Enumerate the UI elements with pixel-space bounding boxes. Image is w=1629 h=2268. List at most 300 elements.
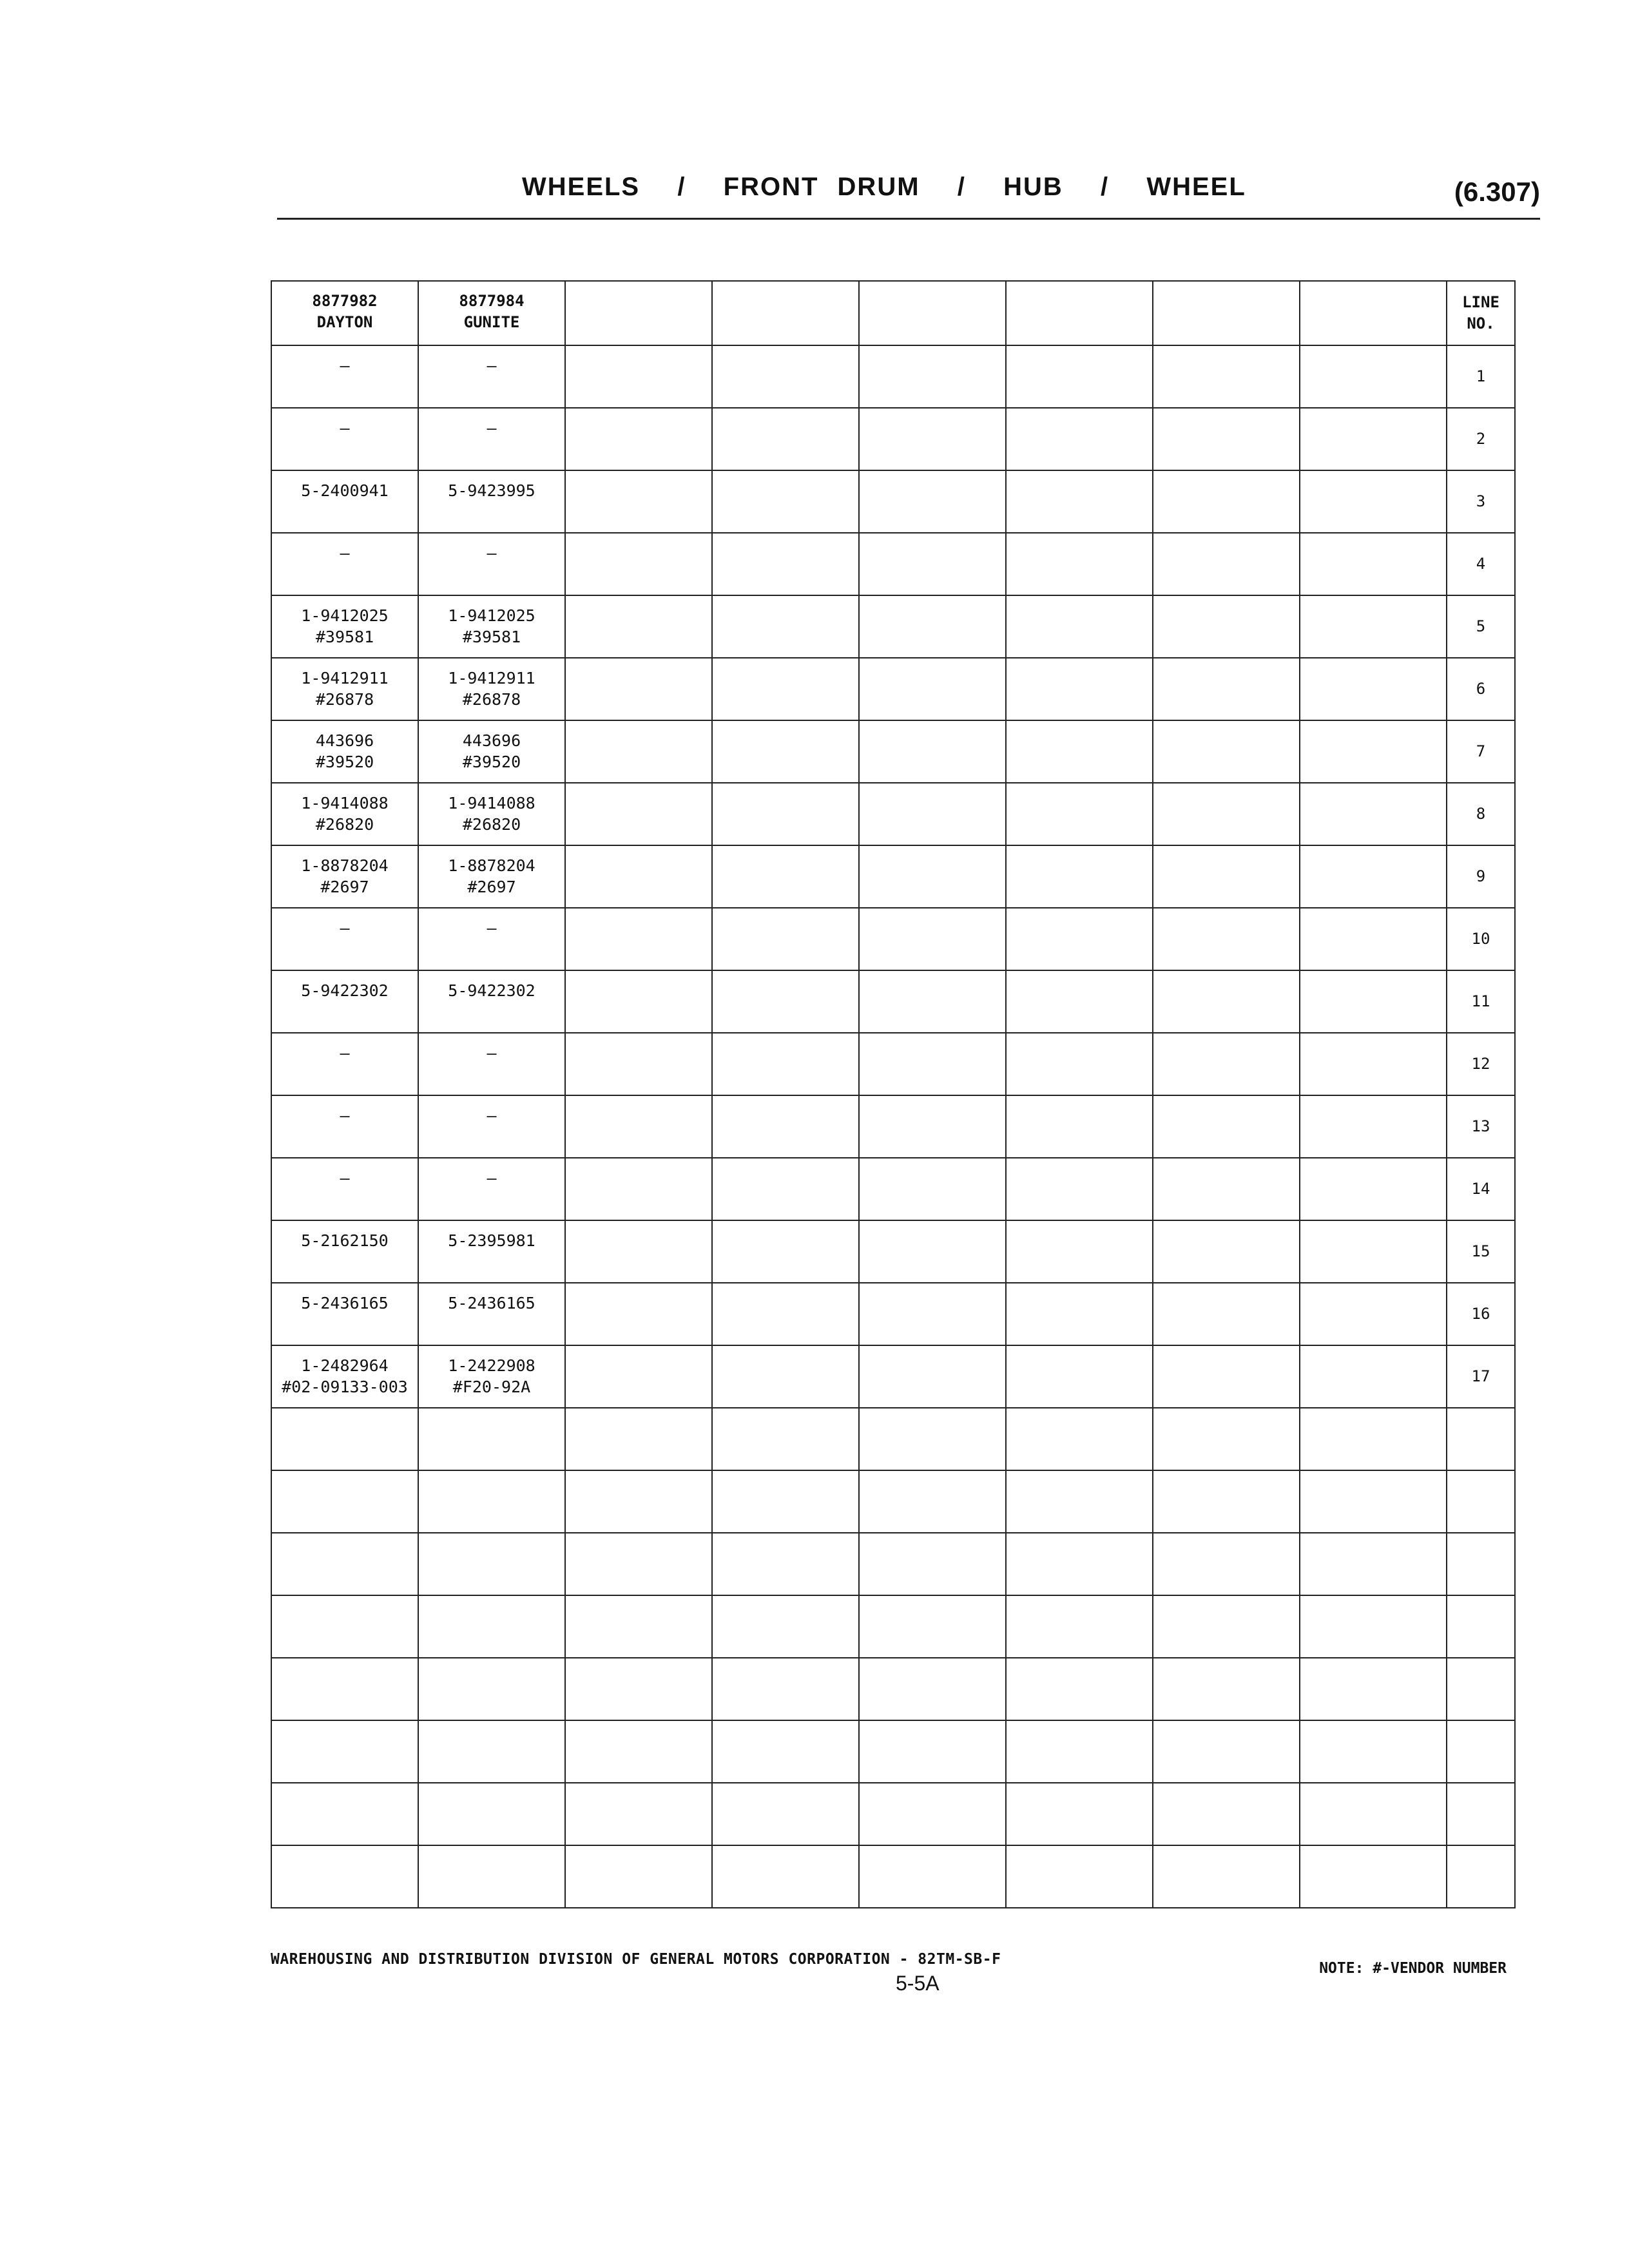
table-cell bbox=[712, 845, 859, 908]
table-row bbox=[271, 1783, 1515, 1845]
table-cell bbox=[565, 1158, 712, 1220]
table-cell bbox=[418, 658, 565, 720]
table-cell bbox=[1153, 783, 1300, 845]
header-cell-text: LINE NO. bbox=[1462, 293, 1499, 332]
table-cell bbox=[271, 1658, 418, 1720]
table-cell bbox=[1153, 1283, 1300, 1345]
table-cell bbox=[1300, 783, 1447, 845]
table-cell bbox=[1153, 1095, 1300, 1158]
table-cell bbox=[859, 1158, 1006, 1220]
header-cell bbox=[859, 281, 1006, 345]
table-cell bbox=[271, 1533, 418, 1595]
line-number: 8 bbox=[1476, 805, 1486, 823]
table-cell bbox=[1006, 595, 1153, 658]
table-cell bbox=[418, 1408, 565, 1470]
table-cell bbox=[271, 470, 418, 533]
table-header-row bbox=[271, 281, 1515, 345]
table-cell bbox=[1006, 533, 1153, 595]
part-number: — bbox=[340, 1169, 350, 1187]
table-cell bbox=[712, 1408, 859, 1470]
table-cell bbox=[565, 533, 712, 595]
table-cell bbox=[565, 783, 712, 845]
table-cell bbox=[271, 1783, 418, 1845]
table-cell bbox=[859, 1658, 1006, 1720]
table-cell bbox=[1006, 1033, 1153, 1095]
table-cell bbox=[1153, 1845, 1300, 1908]
table-cell bbox=[1300, 1283, 1447, 1345]
table-cell bbox=[712, 1845, 859, 1908]
table-cell bbox=[271, 720, 418, 783]
table-cell bbox=[1300, 1095, 1447, 1158]
table-cell bbox=[859, 1220, 1006, 1283]
table-cell bbox=[271, 1345, 418, 1408]
table-cell bbox=[1006, 1533, 1153, 1595]
page-number: 5-5A bbox=[896, 1972, 940, 1995]
table-cell bbox=[712, 345, 859, 408]
page-title: WHEELS / FRONT DRUM / HUB / WHEEL bbox=[522, 173, 1246, 201]
table-cell bbox=[859, 658, 1006, 720]
table-cell bbox=[1300, 408, 1447, 470]
table-cell bbox=[1006, 470, 1153, 533]
header-cell bbox=[1300, 281, 1447, 345]
table-row bbox=[271, 845, 1515, 908]
table-cell bbox=[418, 908, 565, 970]
table-cell bbox=[859, 908, 1006, 970]
table-cell bbox=[418, 1033, 565, 1095]
table-cell bbox=[565, 720, 712, 783]
table-cell bbox=[1006, 1658, 1153, 1720]
line-number: 11 bbox=[1471, 992, 1490, 1010]
part-number: — bbox=[340, 544, 350, 562]
line-number-cell bbox=[1447, 1283, 1515, 1345]
table-cell bbox=[418, 470, 565, 533]
table-cell bbox=[418, 1595, 565, 1658]
line-number: 5 bbox=[1476, 617, 1486, 635]
table-cell bbox=[712, 1595, 859, 1658]
table-cell bbox=[859, 1033, 1006, 1095]
table-cell bbox=[1300, 1033, 1447, 1095]
line-number-cell bbox=[1447, 1033, 1515, 1095]
part-number: 5-9422302 bbox=[448, 981, 535, 1000]
table-cell bbox=[712, 1158, 859, 1220]
line-number-cell bbox=[1447, 970, 1515, 1033]
part-number bbox=[419, 1408, 564, 1418]
part-number: 5-2400941 bbox=[301, 481, 389, 500]
table-cell bbox=[1006, 1095, 1153, 1158]
table-cell bbox=[565, 1095, 712, 1158]
table-cell bbox=[418, 1533, 565, 1595]
table-cell bbox=[271, 595, 418, 658]
table-cell bbox=[1153, 1720, 1300, 1783]
table-cell bbox=[565, 345, 712, 408]
table-cell bbox=[1153, 970, 1300, 1033]
table-cell bbox=[712, 970, 859, 1033]
table-row bbox=[271, 1720, 1515, 1783]
table-row bbox=[271, 908, 1515, 970]
table-cell bbox=[418, 970, 565, 1033]
table-row bbox=[271, 1470, 1515, 1533]
table-cell bbox=[418, 1658, 565, 1720]
table-cell bbox=[565, 1533, 712, 1595]
table-cell bbox=[712, 658, 859, 720]
part-number: 5-2395981 bbox=[448, 1231, 535, 1250]
line-number-cell bbox=[1447, 1533, 1515, 1595]
table-cell bbox=[1006, 720, 1153, 783]
table-cell bbox=[271, 1158, 418, 1220]
table-cell bbox=[418, 845, 565, 908]
line-number: 13 bbox=[1471, 1117, 1490, 1135]
table-row bbox=[271, 783, 1515, 845]
table-cell bbox=[859, 1470, 1006, 1533]
part-number: 1-9412911 #26878 bbox=[301, 669, 389, 709]
table-cell bbox=[712, 1470, 859, 1533]
line-number-cell bbox=[1447, 1470, 1515, 1533]
header-cell-text: 8877984 GUNITE bbox=[459, 292, 525, 331]
header-rule bbox=[277, 218, 1540, 220]
table-cell bbox=[418, 720, 565, 783]
table-cell bbox=[1300, 595, 1447, 658]
table-cell bbox=[712, 783, 859, 845]
table-cell bbox=[271, 1720, 418, 1783]
part-number bbox=[419, 1471, 564, 1480]
footer-note: NOTE: #-VENDOR NUMBER bbox=[1319, 1960, 1507, 1977]
line-number-cell bbox=[1447, 345, 1515, 408]
line-number-cell bbox=[1447, 595, 1515, 658]
table-cell bbox=[859, 1845, 1006, 1908]
line-number-cell bbox=[1447, 533, 1515, 595]
header-cell-text bbox=[860, 282, 1005, 291]
part-number bbox=[272, 1596, 418, 1605]
table-cell bbox=[271, 1408, 418, 1470]
part-number bbox=[419, 1721, 564, 1730]
line-number-cell bbox=[1447, 1720, 1515, 1783]
part-number: 1-9414088 #26820 bbox=[448, 794, 535, 834]
header-cell bbox=[271, 281, 418, 345]
table-cell bbox=[712, 1095, 859, 1158]
table-cell bbox=[712, 1658, 859, 1720]
line-number-cell bbox=[1447, 1408, 1515, 1470]
header-line-no bbox=[1447, 281, 1515, 345]
line-number-cell bbox=[1447, 1220, 1515, 1283]
table-cell bbox=[1006, 1345, 1153, 1408]
table-cell bbox=[859, 1720, 1006, 1783]
table-cell bbox=[712, 908, 859, 970]
part-number: 1-8878204 #2697 bbox=[301, 856, 389, 896]
table-cell bbox=[271, 1033, 418, 1095]
line-number-cell bbox=[1447, 1095, 1515, 1158]
table-row bbox=[271, 1408, 1515, 1470]
table-cell bbox=[1006, 1720, 1153, 1783]
table-cell bbox=[1300, 470, 1447, 533]
header-cell-text bbox=[1153, 282, 1299, 291]
table-cell bbox=[1300, 1845, 1447, 1908]
table-cell bbox=[271, 1220, 418, 1283]
table-cell bbox=[859, 595, 1006, 658]
table-cell bbox=[565, 1845, 712, 1908]
table-cell bbox=[1153, 1158, 1300, 1220]
part-number bbox=[272, 1783, 418, 1792]
header-cell bbox=[1153, 281, 1300, 345]
table-row bbox=[271, 1220, 1515, 1283]
part-number bbox=[272, 1533, 418, 1542]
header-cell-text bbox=[1300, 282, 1446, 291]
line-number: 6 bbox=[1476, 680, 1486, 698]
part-number: — bbox=[340, 1106, 350, 1125]
table-cell bbox=[1300, 1595, 1447, 1658]
part-number: — bbox=[487, 544, 497, 562]
part-number: — bbox=[340, 356, 350, 375]
table-cell bbox=[1153, 408, 1300, 470]
line-number-cell bbox=[1447, 1783, 1515, 1845]
table-cell bbox=[859, 1533, 1006, 1595]
table-cell bbox=[1006, 1845, 1153, 1908]
line-number-cell bbox=[1447, 720, 1515, 783]
table-cell bbox=[1153, 1595, 1300, 1658]
table-cell bbox=[1006, 658, 1153, 720]
table-cell bbox=[418, 1720, 565, 1783]
part-number: 1-9412025 #39581 bbox=[448, 606, 535, 646]
table-cell bbox=[712, 1345, 859, 1408]
line-number-cell bbox=[1447, 1345, 1515, 1408]
header-cell bbox=[418, 281, 565, 345]
line-number-cell bbox=[1447, 408, 1515, 470]
line-number-cell bbox=[1447, 1658, 1515, 1720]
table-row bbox=[271, 720, 1515, 783]
table-cell bbox=[1300, 970, 1447, 1033]
part-number: — bbox=[340, 1044, 350, 1062]
header-cell bbox=[565, 281, 712, 345]
table-cell bbox=[712, 1720, 859, 1783]
table-cell bbox=[418, 408, 565, 470]
table-cell bbox=[1006, 1595, 1153, 1658]
part-number bbox=[419, 1596, 564, 1605]
table-cell bbox=[859, 1095, 1006, 1158]
part-number: — bbox=[487, 1169, 497, 1187]
table-cell bbox=[1300, 1470, 1447, 1533]
line-number: 17 bbox=[1471, 1367, 1490, 1385]
table-cell bbox=[1300, 533, 1447, 595]
part-number bbox=[419, 1533, 564, 1542]
table-cell bbox=[565, 908, 712, 970]
table-cell bbox=[1153, 1658, 1300, 1720]
table-cell bbox=[271, 783, 418, 845]
part-number: 1-9414088 #26820 bbox=[301, 794, 389, 834]
line-number-cell bbox=[1447, 1158, 1515, 1220]
table-cell bbox=[1006, 345, 1153, 408]
table-cell bbox=[565, 1283, 712, 1345]
table-cell bbox=[712, 720, 859, 783]
table-cell bbox=[271, 1595, 418, 1658]
table-cell bbox=[1006, 970, 1153, 1033]
table-cell bbox=[712, 1220, 859, 1283]
table-cell bbox=[712, 595, 859, 658]
table-cell bbox=[1300, 658, 1447, 720]
part-number: 1-2482964 #02-09133-003 bbox=[282, 1356, 408, 1396]
table-cell bbox=[565, 658, 712, 720]
line-number-cell bbox=[1447, 658, 1515, 720]
table-cell bbox=[1300, 720, 1447, 783]
table-cell bbox=[418, 1220, 565, 1283]
part-number: 5-9422302 bbox=[301, 981, 389, 1000]
table-cell bbox=[565, 1408, 712, 1470]
header-cell-text: 8877982 DAYTON bbox=[312, 292, 378, 331]
table-cell bbox=[1153, 1783, 1300, 1845]
table-cell bbox=[1153, 533, 1300, 595]
part-number: — bbox=[487, 1106, 497, 1125]
part-number: — bbox=[340, 919, 350, 937]
table-cell bbox=[565, 1345, 712, 1408]
table-cell bbox=[1153, 595, 1300, 658]
line-number: 14 bbox=[1471, 1180, 1490, 1198]
table-cell bbox=[1300, 1345, 1447, 1408]
table-row bbox=[271, 345, 1515, 408]
table-cell bbox=[565, 845, 712, 908]
part-number bbox=[419, 1846, 564, 1855]
part-number: 443696 #39520 bbox=[315, 731, 374, 771]
table-cell bbox=[1006, 1283, 1153, 1345]
table-cell bbox=[859, 1345, 1006, 1408]
table-cell bbox=[565, 595, 712, 658]
part-number: — bbox=[487, 1044, 497, 1062]
header-cell-text bbox=[713, 282, 858, 291]
table-cell bbox=[859, 470, 1006, 533]
table-cell bbox=[1300, 908, 1447, 970]
table-cell bbox=[859, 1783, 1006, 1845]
table-cell bbox=[1300, 1533, 1447, 1595]
part-number bbox=[272, 1721, 418, 1730]
part-number bbox=[272, 1471, 418, 1480]
table-cell bbox=[1300, 1220, 1447, 1283]
table-row bbox=[271, 1033, 1515, 1095]
line-number: 3 bbox=[1476, 492, 1486, 510]
part-number bbox=[272, 1658, 418, 1667]
table-cell bbox=[859, 533, 1006, 595]
table-cell bbox=[712, 1283, 859, 1345]
part-number: — bbox=[487, 356, 497, 375]
table-cell bbox=[1300, 345, 1447, 408]
line-number: 9 bbox=[1476, 867, 1486, 885]
table-cell bbox=[1006, 908, 1153, 970]
table-cell bbox=[1153, 908, 1300, 970]
table-cell bbox=[712, 1783, 859, 1845]
part-number bbox=[419, 1658, 564, 1667]
table-row bbox=[271, 1595, 1515, 1658]
table-row bbox=[271, 1095, 1515, 1158]
part-number: 5-2436165 bbox=[301, 1294, 389, 1312]
line-number: 2 bbox=[1476, 430, 1486, 448]
line-number-cell bbox=[1447, 1595, 1515, 1658]
table-cell bbox=[565, 1033, 712, 1095]
table-cell bbox=[712, 470, 859, 533]
table-cell bbox=[712, 408, 859, 470]
parts-table bbox=[271, 280, 1516, 1908]
table-cell bbox=[859, 345, 1006, 408]
table-cell bbox=[565, 1595, 712, 1658]
table-cell bbox=[271, 1283, 418, 1345]
table-cell bbox=[271, 845, 418, 908]
table-cell bbox=[1153, 845, 1300, 908]
line-number: 16 bbox=[1471, 1305, 1490, 1323]
table-cell bbox=[418, 1158, 565, 1220]
table-cell bbox=[418, 345, 565, 408]
part-number: — bbox=[487, 419, 497, 437]
line-number-cell bbox=[1447, 1845, 1515, 1908]
line-number: 10 bbox=[1471, 930, 1490, 948]
table-cell bbox=[1153, 1533, 1300, 1595]
table-cell bbox=[271, 658, 418, 720]
table-cell bbox=[1300, 1158, 1447, 1220]
table-cell bbox=[859, 970, 1006, 1033]
table-cell bbox=[1006, 1470, 1153, 1533]
line-number: 4 bbox=[1476, 555, 1486, 573]
table-cell bbox=[712, 1533, 859, 1595]
part-number: 1-2422908 #F20-92A bbox=[448, 1356, 535, 1396]
table-row bbox=[271, 970, 1515, 1033]
table-cell bbox=[1006, 845, 1153, 908]
header-cell-text bbox=[1007, 282, 1152, 291]
table-cell bbox=[1300, 1720, 1447, 1783]
table-cell bbox=[418, 1783, 565, 1845]
table-cell bbox=[565, 408, 712, 470]
table-cell bbox=[859, 408, 1006, 470]
table-row bbox=[271, 1845, 1515, 1908]
part-number bbox=[272, 1408, 418, 1418]
table-cell bbox=[1153, 1033, 1300, 1095]
table-cell bbox=[418, 1283, 565, 1345]
table-cell bbox=[1006, 1220, 1153, 1283]
footer-publisher: WAREHOUSING AND DISTRIBUTION DIVISION OF GENERAL MOTORS CORPORATION - 82TM-SB-F bbox=[271, 1951, 1001, 1968]
table-cell bbox=[1153, 345, 1300, 408]
table-row bbox=[271, 1345, 1515, 1408]
table-cell bbox=[418, 783, 565, 845]
part-number: 5-9423995 bbox=[448, 481, 535, 500]
table-cell bbox=[271, 970, 418, 1033]
line-number-cell bbox=[1447, 908, 1515, 970]
table-cell bbox=[565, 470, 712, 533]
page-header bbox=[277, 173, 1540, 218]
table-cell bbox=[1153, 1345, 1300, 1408]
table-cell bbox=[1006, 1408, 1153, 1470]
table-cell bbox=[565, 1658, 712, 1720]
part-number: 1-9412911 #26878 bbox=[448, 669, 535, 709]
table-row bbox=[271, 1158, 1515, 1220]
table-cell bbox=[271, 1470, 418, 1533]
line-number: 1 bbox=[1476, 367, 1486, 385]
table-cell bbox=[418, 1345, 565, 1408]
table-cell bbox=[1300, 1408, 1447, 1470]
table-cell bbox=[712, 1033, 859, 1095]
table-cell bbox=[565, 1720, 712, 1783]
table-row bbox=[271, 1533, 1515, 1595]
header-cell bbox=[712, 281, 859, 345]
part-number: 443696 #39520 bbox=[462, 731, 521, 771]
table-cell bbox=[859, 783, 1006, 845]
table-row bbox=[271, 595, 1515, 658]
table-cell bbox=[1006, 1783, 1153, 1845]
table-cell bbox=[565, 1220, 712, 1283]
part-number: — bbox=[340, 419, 350, 437]
table-cell bbox=[1153, 1470, 1300, 1533]
table-cell bbox=[418, 1095, 565, 1158]
table-cell bbox=[859, 1595, 1006, 1658]
header-cell bbox=[1006, 281, 1153, 345]
table-cell bbox=[271, 408, 418, 470]
table-cell bbox=[565, 970, 712, 1033]
line-number-cell bbox=[1447, 783, 1515, 845]
table-cell bbox=[271, 1845, 418, 1908]
table-cell bbox=[1006, 408, 1153, 470]
line-number: 15 bbox=[1471, 1242, 1490, 1260]
